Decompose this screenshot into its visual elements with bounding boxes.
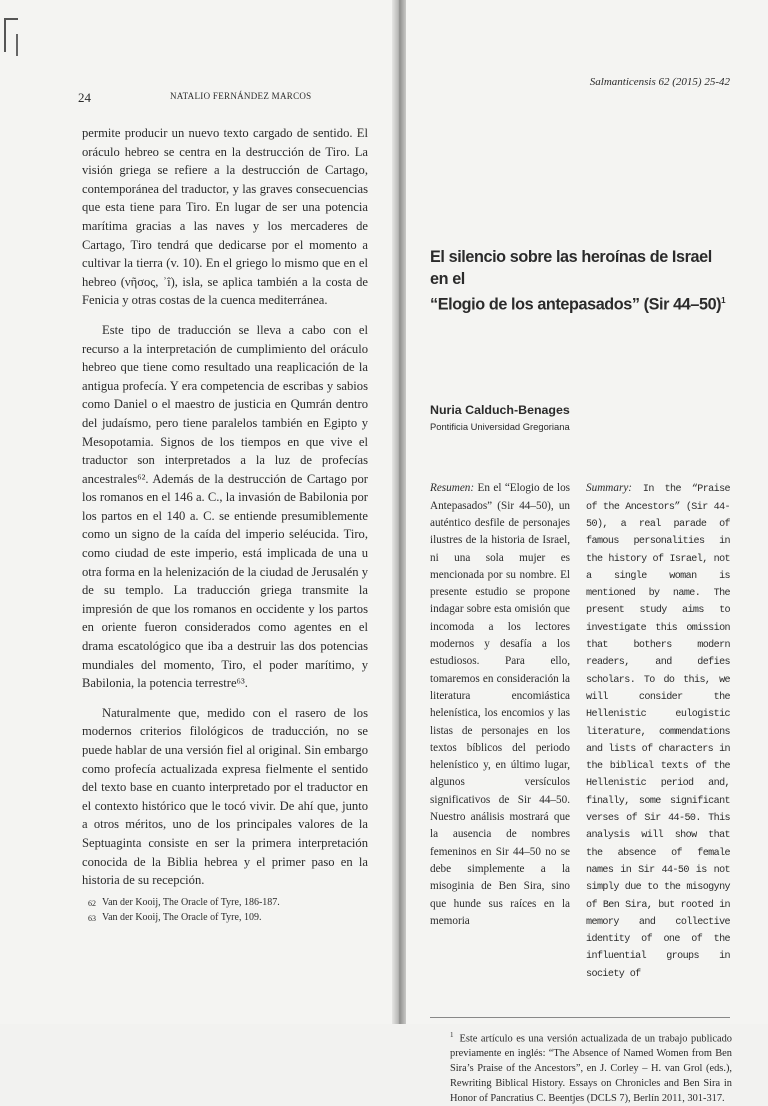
paragraph: Este tipo de traducción se lleva a cabo con el recurso a la interpretación de cumplimiento del oráculo hebreo que tiene como resultado una reaplicación de la antigua profecía. Y era competencia de escribas y sabios como Daniel o el maestro de justicia en Qumrán dentro del judaísmo, pero tiene paralelos también en Egipto y Mesopotamia. Signos de los tiempos en que vive el traductor son interpretados a la luz de profecías ancestrales⁶². Además de la destrucción de Cartago por los romanos en el 146 a. C., la invasión de Babilonia por los partos en el 140 a. C. se entiende presumiblemente como un signo de la caída del imperio seléucida. Tiro, como ciudad de este imperio, está implicada de una u otra forma en la helenización de la ciudad de Jerusalén y de su templo. La traducción griega transmite la impresión de que los romanos en occidente y los partos en oriente fueron considerados como agentes en el drama escatológico que iba a destruir las dos potencias mundiales del momento, Tiro, el poder marítimo, y Babilonia, la potencia terrestre⁶³. (82, 322, 368, 691)
title-note-mark: 1 (721, 296, 726, 305)
left-body-text (82, 124, 368, 890)
abstract-text: En el “Elogio de los Antepasados” (Sir 44–50), un auténtico desfile de personajes ilustres de la historia de Israel, ni una sola mujer es mencionada por su nombre. El presente estudio se propone indagar sobre esta omisión que incomoda a los lectores modernos y desafía a los estudiosos. Para ello, tomaremos en consideración la literatura encomiástica helenística, los encomios y las listas de personajes en los textos bíblicos del periodo helenístico y, en último lugar, algunos versículos significativos de Sir 44–50. Nuestro análisis mostrará que la ausencia de nombres femeninos en Sir 44–50 no se debe simplemente a la misoginia de Ben Sira, sino que hunde sus raíces en la memoria (430, 482, 571, 927)
right-page (430, 76, 730, 1106)
scan-corner-mark (4, 18, 18, 52)
author-affiliation: Pontificia Universidad Gregoriana (430, 421, 570, 433)
abstract-lead: Resumen: (430, 482, 475, 495)
abstracts (430, 480, 730, 983)
title-line: El silencio sobre las heroínas de Israel en el (430, 248, 712, 288)
abstract-english (586, 480, 730, 983)
journal-running-head: Salmanticensis 62 (2015) 25-42 (589, 76, 730, 88)
footnote (80, 896, 340, 911)
footnote-text: Van der Kooij, The Oracle of Tyre, 186-187. (102, 897, 280, 908)
footnote-rule (430, 1017, 730, 1018)
footnote (80, 911, 340, 926)
article-author: Nuria Calduch-Benages (430, 403, 570, 418)
book-gutter (392, 0, 406, 1024)
abstract-spanish (430, 480, 570, 983)
paragraph: permite producir un nuevo texto cargado de sentido. El oráculo hebreo se centra en la destrucción de Tiro. La visión griega se refiere a la destrucción de Cartago, contemporánea del traductor, y las graves consecuencias que esta tiene para Tiro. En lugar de ser una potencia marítima gracias a las naves y los mercaderes de Cartago, Tiro tendrá que dedicarse por el momento a cultivar la tierra (v. 10). En el griego lo mismo que en el hebreo (νῆσος, ʾî), isla, se aplica también a la costa de Fenicia y otras costas de la cuenca mediterránea. (82, 126, 368, 308)
abstract-lead: Summary: (586, 482, 633, 495)
left-page (60, 86, 366, 901)
title-line (430, 290, 730, 315)
title-line-text: “Elogio de los antepasados” (Sir 44–50) (430, 295, 722, 314)
footnote-mark: 1 (450, 1031, 454, 1039)
right-footnote (450, 1028, 732, 1106)
footnote-mark: 62 (88, 899, 96, 908)
footnote-text: Este artículo es una versión actualizada de un trabajo publicado previamente en inglés: “The Absence of Named Women from Ben Sira’s Praise of the Ancestors”, en J. Corley – H. van Grol (eds.), Rewriting Biblical History. Essays on Chronicles and Ben Sira in Honor of Pancratius C. Beentjes (DCLS 7), Berlín 2011, 301-317. (450, 1033, 732, 1105)
footnote-text: Van der Kooij, The Oracle of Tyre, 109. (102, 912, 262, 923)
article-title (430, 246, 730, 315)
running-head-author: NATALIO FERNÁNDEZ MARCOS (170, 91, 312, 101)
left-running-head (60, 86, 366, 106)
left-footnotes (80, 896, 340, 926)
footnote-mark: 63 (88, 914, 96, 923)
page-number: 24 (78, 90, 91, 105)
abstract-text: In the “Praise of the Ancestors” (Sir 44-50), a real parade of famous personalities in the history of Israel, not a single woman is mentioned by name. The present study aims to investigate this omission that bothers modern readers, and defies scholars. To do this, we will consider the Hellenistic eulogistic literature, commendations and lists of characters in the biblical texts of the Hellenistic period and, finally, some significant verses of Sir 44-50. This analysis will show that the absence of female names in Sir 44-50 is not simply due to the misogyny of Ben Sira, but rooted in memory and collective identity of one of the influential groups in society of (586, 484, 730, 980)
paragraph: Naturalmente que, medido con el rasero de los modernos criterios filológicos de traducción, no se puede hablar de una versión fiel al original. Sin embargo como profecía actualizada expresa fielmente el sentido del texto base en cuanto interpretado por el traductor en el contexto histórico que le tocó vivir. De ahí que, junto a otros méritos, uno de los principales valores de la Septuaginta consiste en ser la primera interpretación conocida de la Biblia hebrea y el primer paso en la historia de su recepción. (82, 705, 368, 888)
